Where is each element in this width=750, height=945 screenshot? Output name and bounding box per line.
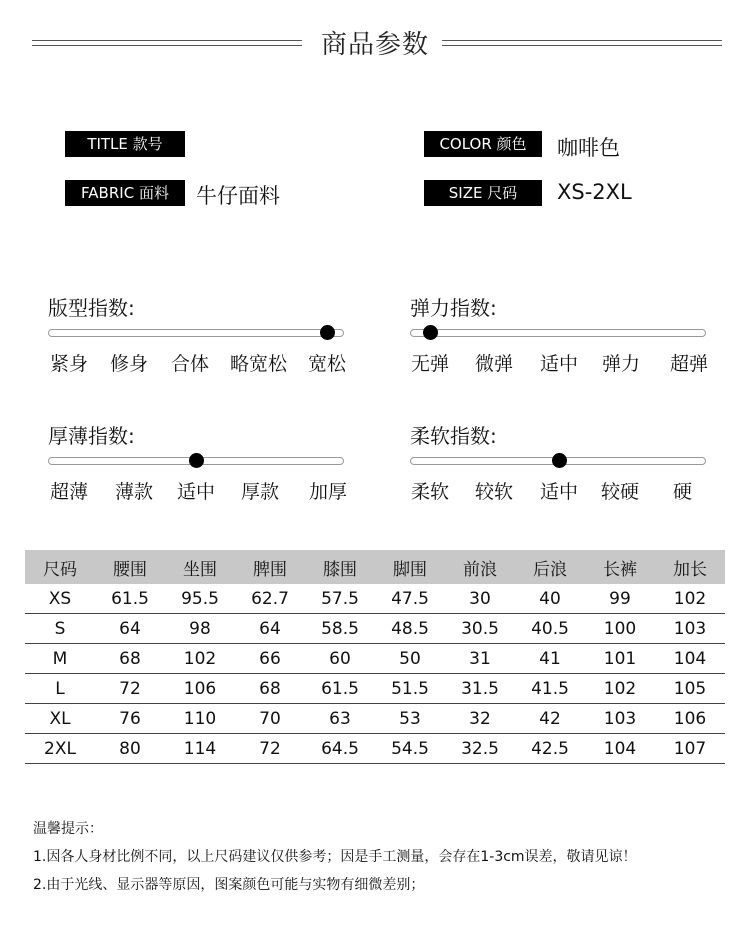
- color-label: COLOR 颜色: [424, 131, 542, 157]
- table-row: [25, 614, 725, 644]
- table-cell: 105: [655, 674, 725, 704]
- table-cell: 101: [585, 644, 655, 674]
- table-cell: 104: [655, 644, 725, 674]
- table-cell: 72: [95, 674, 165, 704]
- table-row: [25, 584, 725, 614]
- table-cell: 106: [655, 704, 725, 734]
- fabric-label: FABRIC 面料: [65, 180, 185, 206]
- size-table-header: [25, 550, 725, 584]
- table-cell: 57.5: [305, 584, 375, 614]
- notes-title: 温馨提示：: [33, 821, 103, 837]
- table-cell: 50: [375, 644, 445, 674]
- table-header-cell: 前浪: [445, 550, 515, 584]
- table-cell: 100: [585, 614, 655, 644]
- table-cell: 41: [515, 644, 585, 674]
- size-table-body: [25, 584, 725, 764]
- table-header-cell: 长裤: [585, 550, 655, 584]
- size-table: [25, 550, 725, 764]
- table-cell: 80: [95, 734, 165, 764]
- table-row: [25, 644, 725, 674]
- index-scale-label: 略宽松: [230, 353, 288, 375]
- index-scale-label: 宽松: [308, 353, 347, 375]
- table-cell: 53: [375, 704, 445, 734]
- index-title: 厚薄指数:: [48, 424, 135, 448]
- table-cell: 114: [165, 734, 235, 764]
- table-cell: XL: [25, 704, 95, 734]
- index-scale-label: 柔软: [411, 481, 450, 503]
- index-scale-label: 弹力: [602, 353, 641, 375]
- table-cell: 30: [445, 584, 515, 614]
- index-scale-label: 硬: [673, 481, 693, 503]
- page-title: 商品参数: [320, 30, 429, 60]
- index-scale-label: 较硬: [601, 481, 640, 503]
- table-cell: 98: [165, 614, 235, 644]
- index-scale-label: 较软: [475, 481, 514, 503]
- index-scale-label: 修身: [110, 353, 149, 375]
- index-scale-label: 厚款: [241, 481, 280, 503]
- index-scale-label: 适中: [540, 353, 579, 375]
- color-value: 咖啡色: [557, 136, 620, 160]
- table-cell: 31: [445, 644, 515, 674]
- table-cell: 61.5: [305, 674, 375, 704]
- table-cell: 30.5: [445, 614, 515, 644]
- index-title: 柔软指数:: [410, 424, 497, 448]
- table-header-cell: 脾围: [235, 550, 305, 584]
- table-cell: 103: [655, 614, 725, 644]
- table-cell: 48.5: [375, 614, 445, 644]
- index-slider-marker: [320, 325, 335, 340]
- table-cell: 51.5: [375, 674, 445, 704]
- table-cell: 106: [165, 674, 235, 704]
- table-header-cell: 脚围: [375, 550, 445, 584]
- index-title: 弹力指数:: [410, 296, 497, 320]
- index-scale-label: 超弹: [670, 353, 709, 375]
- index-scale-label: 紧身: [50, 353, 89, 375]
- table-cell: M: [25, 644, 95, 674]
- table-cell: 58.5: [305, 614, 375, 644]
- notes-line-2: 2.由于光线、显示器等原因，图案颜色可能与实物有细微差别；: [33, 877, 425, 893]
- table-row: [25, 704, 725, 734]
- table-cell: 61.5: [95, 584, 165, 614]
- table-cell: 64: [235, 614, 305, 644]
- size-label: SIZE 尺码: [424, 180, 542, 206]
- index-scale-label: 无弹: [411, 353, 450, 375]
- index-slider-track: [48, 329, 344, 337]
- table-cell: 102: [585, 674, 655, 704]
- table-header-cell: 后浪: [515, 550, 585, 584]
- table-cell: 102: [165, 644, 235, 674]
- table-cell: 64: [95, 614, 165, 644]
- table-cell: XS: [25, 584, 95, 614]
- table-cell: 76: [95, 704, 165, 734]
- table-cell: 47.5: [375, 584, 445, 614]
- table-cell: 42: [515, 704, 585, 734]
- header-divider-left: [32, 40, 302, 46]
- table-cell: 107: [655, 734, 725, 764]
- notes-line-1: 1.因各人身材比例不同，以上尺码建议仅供参考；因是手工测量，会存在1-3cm误差，敬请见谅！: [33, 849, 637, 865]
- table-cell: 72: [235, 734, 305, 764]
- table-cell: L: [25, 674, 95, 704]
- table-cell: 99: [585, 584, 655, 614]
- table-cell: 66: [235, 644, 305, 674]
- table-cell: 42.5: [515, 734, 585, 764]
- index-slider-marker: [189, 453, 204, 468]
- table-cell: 64.5: [305, 734, 375, 764]
- index-scale-label: 加厚: [309, 481, 348, 503]
- index-scale-label: 薄款: [115, 481, 154, 503]
- table-header-cell: 加长: [655, 550, 725, 584]
- table-cell: 40.5: [515, 614, 585, 644]
- table-cell: 31.5: [445, 674, 515, 704]
- index-slider-track: [410, 329, 706, 337]
- fabric-value: 牛仔面料: [196, 184, 280, 208]
- index-scale-label: 超薄: [50, 481, 89, 503]
- table-row: [25, 734, 725, 764]
- table-cell: S: [25, 614, 95, 644]
- table-cell: 95.5: [165, 584, 235, 614]
- table-cell: 104: [585, 734, 655, 764]
- table-cell: 70: [235, 704, 305, 734]
- index-scale-label: 合体: [171, 353, 210, 375]
- title-label: TITLE 款号: [65, 131, 185, 157]
- table-cell: 54.5: [375, 734, 445, 764]
- table-cell: 103: [585, 704, 655, 734]
- table-header-cell: 膝围: [305, 550, 375, 584]
- table-cell: 63: [305, 704, 375, 734]
- table-cell: 68: [95, 644, 165, 674]
- size-value: XS-2XL: [557, 180, 632, 204]
- header-divider-right: [442, 40, 722, 46]
- table-header-cell: 坐围: [165, 550, 235, 584]
- table-cell: 60: [305, 644, 375, 674]
- table-row: [25, 674, 725, 704]
- table-cell: 32.5: [445, 734, 515, 764]
- index-title: 版型指数:: [48, 296, 135, 320]
- index-slider-marker: [423, 325, 438, 340]
- index-scale-label: 适中: [540, 481, 579, 503]
- index-slider-marker: [552, 453, 567, 468]
- table-cell: 110: [165, 704, 235, 734]
- table-cell: 41.5: [515, 674, 585, 704]
- table-cell: 62.7: [235, 584, 305, 614]
- table-header-cell: 尺码: [25, 550, 95, 584]
- table-cell: 40: [515, 584, 585, 614]
- table-cell: 32: [445, 704, 515, 734]
- table-cell: 2XL: [25, 734, 95, 764]
- index-scale-label: 微弹: [475, 353, 514, 375]
- table-cell: 68: [235, 674, 305, 704]
- table-header-cell: 腰围: [95, 550, 165, 584]
- table-cell: 102: [655, 584, 725, 614]
- index-scale-label: 适中: [177, 481, 216, 503]
